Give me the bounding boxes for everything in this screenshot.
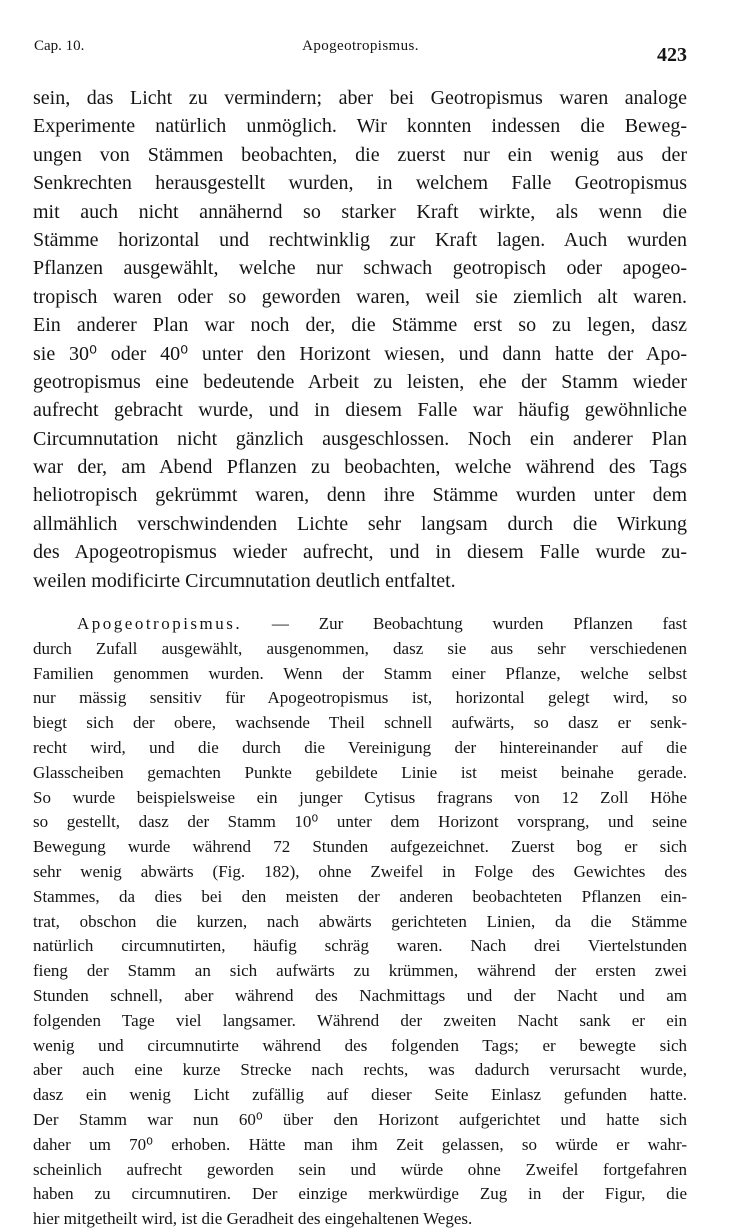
- text-line: fieng der Stamm an sich aufwärts zu krümmen, während der ersten zwei: [33, 961, 687, 981]
- section-first-line: [33, 612, 687, 637]
- text-line: Senkrechten herausgestellt wurden, in welchem Falle Geotropismus: [33, 172, 687, 195]
- text-line: Stammes, da dies bei den meisten der anderen beobachteten Pflanzen ein-: [33, 886, 687, 906]
- text-line: des Apogeotropismus wieder aufrecht, und in diesem Falle wurde zu-: [33, 541, 687, 564]
- text-line: biegt sich der obere, wachsende Theil schnell aufwärts, so dasz er senk-: [33, 713, 687, 733]
- text-line: folgenden Tage viel langsamer. Während der zweiten Nacht sank er ein: [33, 1010, 687, 1030]
- section-heading: Apogeotropismus.: [77, 614, 243, 633]
- text-line-rest: — Zur Beobachtung wurden Pflanzen fast: [271, 614, 687, 633]
- text-line: mit auch nicht annähernd so starker Kraft wirkte, als wenn die: [33, 200, 687, 223]
- text-line: geotropismus eine bedeutende Arbeit zu leisten, ehe der Stamm wieder: [33, 370, 687, 393]
- text-line: recht wird, und die durch die Vereinigung der hintereinander auf die: [33, 737, 687, 757]
- section-apogeotropismus: [33, 612, 687, 1232]
- text-line: ungen von Stämmen beobachten, die zuerst nur ein wenig aus der: [33, 143, 687, 166]
- text-line: Glasscheiben gemachten Punkte gebildete Linie ist meist beinahe gerade.: [33, 762, 687, 782]
- text-line: aufrecht gebracht wurde, und in diesem Falle war häufig gewöhnliche: [33, 399, 687, 422]
- running-header: [34, 38, 687, 66]
- text-line: tropisch waren oder so geworden waren, weil sie ziemlich alt waren.: [33, 285, 687, 308]
- text-line: Familien genommen wurden. Wenn der Stamm einer Pflanze, welche selbst: [33, 663, 687, 683]
- text-line: Stunden schnell, aber während des Nachmittags und der Nacht und am: [33, 985, 687, 1005]
- text-line: nur mässig sensitiv für Apogeotropismus ist, horizontal gelegt wird, so: [33, 688, 687, 708]
- chapter-label: Cap. 10.: [34, 38, 85, 54]
- text-line: Der Stamm war nun 60⁰ über den Horizont aufgerichtet und hatte sich: [33, 1109, 687, 1129]
- text-line: weilen modificirte Circumnutation deutlich entfaltet.: [33, 569, 456, 592]
- text-line: war der, am Abend Pflanzen zu beobachten, welche während des Tags: [33, 456, 687, 479]
- text-line: So wurde beispielsweise ein junger Cytisus fragrans von 12 Zoll Höhe: [33, 787, 687, 807]
- text-line: hier mitgetheilt wird, ist die Geradheit des eingehaltenen Weges.: [33, 1209, 473, 1229]
- text-line: Pflanzen ausgewählt, welche nur schwach geotropisch oder apogeo-: [33, 257, 687, 280]
- running-title: Apogeotropismus.: [302, 38, 419, 54]
- text-line: dasz ein wenig Licht zufällig auf dieser Seite Einlasz gefunden hatte.: [33, 1085, 687, 1105]
- text-line: Bewegung wurde während 72 Stunden aufgezeichnet. Zuerst bog er sich: [33, 837, 687, 857]
- text-line: Ein anderer Plan war noch der, die Stämme erst so zu legen, dasz: [33, 314, 687, 337]
- text-line: durch Zufall ausgewählt, ausgenommen, dasz sie aus sehr verschiedenen: [33, 638, 687, 658]
- text-line: Circumnutation nicht gänzlich ausgeschlossen. Noch ein anderer Plan: [33, 427, 687, 450]
- text-line: trat, obschon die kurzen, nach abwärts gerichteten Linien, da die Stämme: [33, 911, 687, 931]
- text-line: so gestellt, dasz der Stamm 10⁰ unter dem Horizont vorsprang, und seine: [33, 812, 687, 832]
- text-line: allmählich verschwindenden Lichte sehr langsam durch die Wirkung: [33, 512, 687, 535]
- text-line: scheinlich aufrecht geworden sein und würde ohne Zweifel fortgefahren: [33, 1159, 687, 1179]
- text-line: aber auch eine kurze Strecke nach rechts, was dadurch verursacht wurde,: [33, 1060, 687, 1080]
- text-line: sie 30⁰ oder 40⁰ unter den Horizont wiesen, und dann hatte der Apo-: [33, 342, 687, 365]
- text-line: Experimente natürlich unmöglich. Wir konnten indessen die Beweg-: [33, 115, 687, 138]
- paragraph-continuation: [33, 84, 687, 595]
- text-line: daher um 70⁰ erhoben. Hätte man ihm Zeit gelassen, so würde er wahr-: [33, 1134, 687, 1154]
- text-line: sehr wenig abwärts (Fig. 182), ohne Zweifel in Folge des Gewichtes des: [33, 861, 687, 881]
- text-line: wenig und circumnutirte während des folgenden Tags; er bewegte sich: [33, 1035, 687, 1055]
- page-number: 423: [657, 44, 687, 66]
- text-line: sein, das Licht zu vermindern; aber bei Geotropismus waren analoge: [33, 87, 687, 109]
- text-line: natürlich circumnutirten, häufig schräg waren. Nach drei Viertelstunden: [33, 936, 687, 956]
- text-line: haben zu circumnutiren. Der einzige merkwürdige Zug in der Figur, die: [33, 1184, 687, 1204]
- text-line: Stämme horizontal und rechtwinklig zur Kraft lagen. Auch wurden: [33, 228, 687, 251]
- text-line: heliotropisch gekrümmt waren, denn ihre Stämme wurden unter dem: [33, 484, 687, 507]
